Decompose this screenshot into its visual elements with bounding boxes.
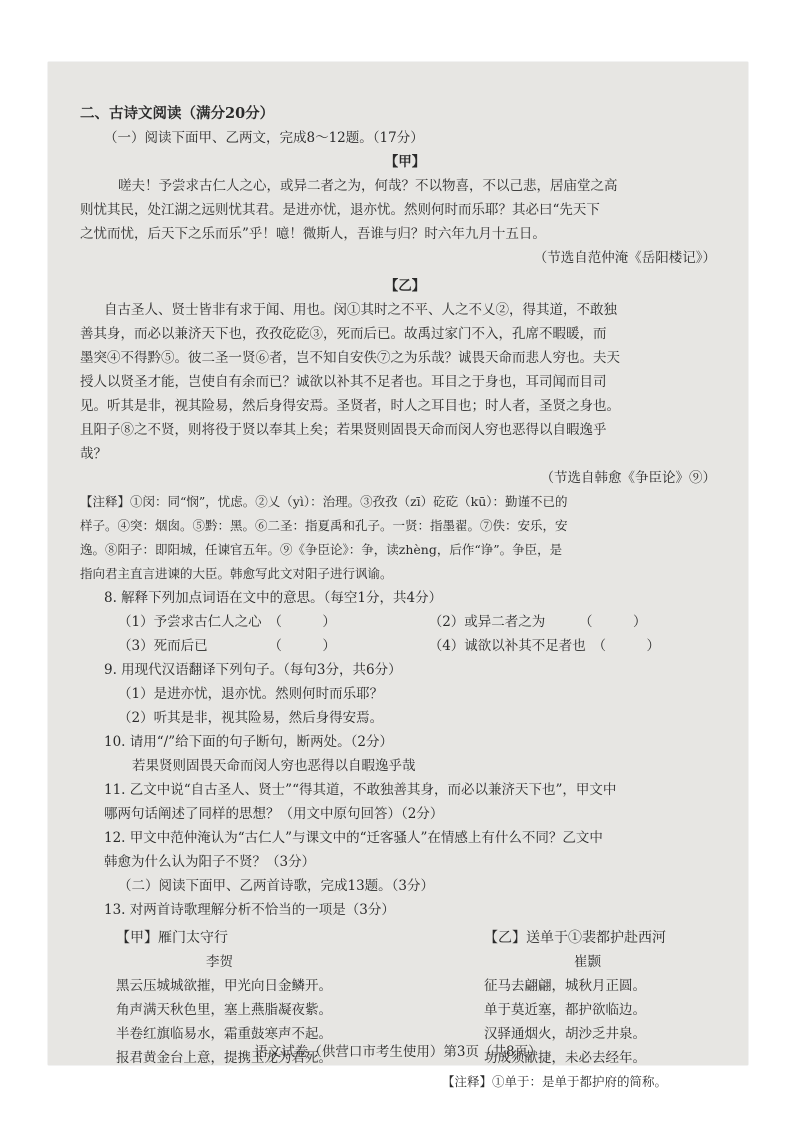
part2-instruction: （二）阅读下面甲、乙两首诗歌，完成13题。（3分）	[118, 878, 435, 894]
question-9-item: （1）是进亦忧，退亦忧。然则何时而乐耶？	[118, 686, 384, 702]
poem-jia-line: 角声满天秋色里，塞上燕脂凝夜紫。	[116, 1002, 332, 1018]
passage-yi-line: 授人以贤圣才能，岂使自有余而已？诚欲以补其不足者也。耳目之于身也，耳司闻而目司	[80, 374, 607, 390]
question-13-stem: 13. 对两首诗歌理解分析不恰当的一项是（3分）	[104, 902, 395, 918]
question-8-item: （2）或异二者之为 （ ）	[428, 614, 647, 630]
question-12-line: 韩愈为什么认为阳子不贤？（3分）	[104, 854, 316, 870]
notes-line: 指向君主直言进谏的大臣。韩愈写此文对阳子进行讽谕。	[80, 566, 393, 581]
passage-yi-line: 墨突④不得黔⑤。彼二圣一贤⑥者，岂不知自安佚⑦之为乐哉？诚畏天命而悲人穷也。夫天	[80, 350, 620, 366]
poem-jia-line: 半卷红旗临易水，霜重鼓寒声不起。	[116, 1026, 332, 1042]
notes-line: 逸。⑧阳子：即阳城，任谏官五年。⑨《争臣论》：争，读zhèng，后作“诤”。争臣，是	[80, 542, 563, 557]
question-9-item: （2）听其是非，视其险易，然后身得安焉。	[118, 710, 384, 726]
poem-yi-title: 【乙】送单于①裴都护赴西河	[484, 930, 666, 946]
passage-yi-line: 哉？	[80, 446, 107, 462]
section-title: 二、古诗文阅读（满分20分）	[80, 105, 275, 122]
passage-jia-line: 则忧其民，处江湖之远则忧其君。是进亦忧，退亦忧。然则何时而乐耶？其必曰“先天下	[80, 202, 600, 218]
question-8-item: （4）诚欲以补其不足者也 （ ）	[428, 638, 661, 654]
passage-yi-line: 且阳子⑧之不贤，则将役于贤以奉其上矣；若果贤则固畏天命而闵人穷也恶得以自暇逸乎	[80, 422, 607, 438]
notes-line: 样子。④突：烟囱。⑤黔：黑。⑥二圣：指夏禹和孔子。一贤：指墨翟。⑦佚：安乐，安	[80, 518, 568, 533]
passage-yi-label: 【乙】	[384, 278, 426, 294]
poem-yi-note: 【注释】①单于：是单于都护府的简称。	[442, 1074, 668, 1089]
question-8-item: （3）死而后已 （ ）	[118, 638, 336, 654]
question-12-line: 12. 甲文中范仲淹认为“古仁人”与课文中的“迁客骚人”在情感上有什么不同？乙文中	[104, 830, 603, 846]
poem-jia-line: 报君黄金台上意，提携玉龙为君死。	[116, 1050, 332, 1066]
page-content	[80, 102, 730, 1094]
notes-line: 【注释】①闵：同“悯”，忧虑。②乂（yì）：治理。③孜孜（zī）矻矻（kū）：勤谨不已的	[80, 494, 568, 509]
poem-yi-author: 崔颢	[574, 954, 601, 970]
exam-page	[48, 62, 748, 1089]
passage-yi-line: 见。听其是非，视其险易，然后身得安焉。圣贤者，时人之耳目也；时人者，圣贤之身也。	[80, 398, 620, 414]
page-footer: 语文试卷（供营口市考生使用）第3页（共8页）	[254, 1044, 542, 1060]
question-11-line: 11. 乙文中说“自古圣人、贤士”“得其道，不敢独善其身，而必以兼济天下也”，甲文中	[104, 782, 617, 798]
question-8-item: （1）予尝求古仁人之心 （ ）	[118, 614, 336, 630]
passage-yi-line: 自古圣人、贤士皆非有求于闻、用也。闵①其时之不平、人之不乂②，得其道，不敢独	[104, 302, 617, 318]
passage-jia-line: 嗟夫！予尝求古仁人之心，或异二者之为，何哉？不以物喜，不以己悲，居庙堂之高	[118, 178, 618, 194]
poem-yi-line: 征马去翩翩，城秋月正圆。	[484, 978, 646, 994]
poem-jia-author: 李贺	[206, 954, 233, 970]
poem-yi-line: 汉驿通烟火，胡沙乏井泉。	[484, 1026, 646, 1042]
question-8-stem: 8. 解释下列加点词语在文中的意思。（每空1分，共4分）	[104, 590, 443, 606]
poem-jia-title: 【甲】雁门太守行	[116, 930, 228, 946]
passage-jia-source: （节选自范仲淹《岳阳楼记》）	[533, 250, 716, 266]
part1-instruction: （一）阅读下面甲、乙两文，完成8～12题。（17分）	[104, 130, 424, 146]
question-11-line: 哪两句话阐述了同样的思想？（用文中原句回答）（2分）	[104, 806, 444, 822]
poem-yi-line: 单于莫近塞，都护欲临边。	[484, 1002, 646, 1018]
passage-yi-line: 善其身，而必以兼济天下也，孜孜矻矻③，死而后已。故禹过家门不入，孔席不暇暖，而	[80, 326, 607, 342]
question-9-stem: 9. 用现代汉语翻译下列句子。（每句3分，共6分）	[104, 662, 402, 678]
passage-jia-line: 之忧而忧，后天下之乐而乐”乎！噫！微斯人，吾谁与归？时六年九月十五日。	[80, 226, 546, 242]
passage-yi-source: （节选自韩愈《争臣论》⑨）	[540, 470, 716, 486]
poem-yi-line: 功成须献捷，未必去经年。	[484, 1050, 646, 1066]
poem-jia-line: 黑云压城城欲摧，甲光向日金鳞开。	[116, 978, 332, 994]
question-10-sentence: 若果贤则固畏天命而闵人穷也恶得以自暇逸乎哉	[132, 758, 416, 774]
passage-jia-label: 【甲】	[384, 154, 426, 170]
question-10-stem: 10. 请用“/”给下面的句子断句，断两处。（2分）	[104, 734, 393, 750]
